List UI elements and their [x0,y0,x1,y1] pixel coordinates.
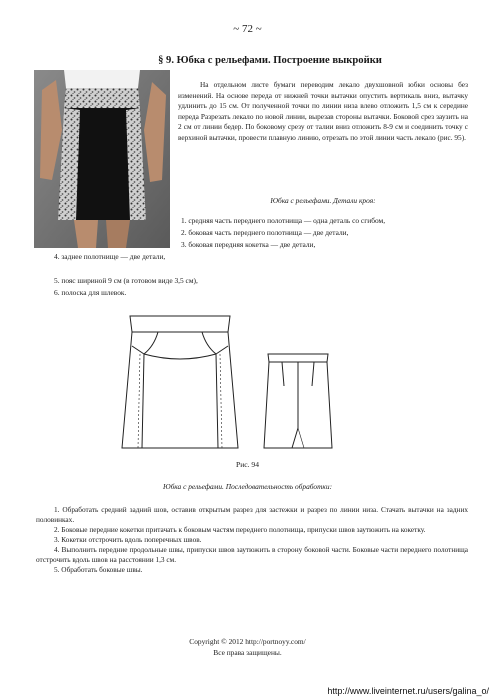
detail-item: 4. заднее полотнище — две детали, [54,252,166,261]
rights-line: Все права защищены. [213,648,282,657]
page-number: ~ 72 ~ [233,23,262,35]
section-title: § 9. Юбка с рельефами. Построение выкройки [158,55,382,66]
procedure-step: 4. Выполнить передние продольные швы, припуски швов заутюжить в сторону боковой части. Боковые части переднего полотнища отстрочить вдоль швов на расстоянии 1,3 см. [36,545,468,564]
detail-item: 5. пояс шириной 9 см (в готовом виде 3,5 см), [54,276,198,285]
skirt-photo [34,70,170,248]
skirt-front-sketch [122,316,238,448]
figure-94-drawing [100,306,400,456]
procedure-step: 3. Кокетки отстрочить вдоль поперечных швов. [54,535,202,544]
copyright-line[interactable]: Copyright © 2012 http://portnoyy.com/ [189,637,306,646]
watermark-url: http://www.liveinternet.ru/users/galina_o/ [327,686,489,696]
procedure-steps [36,505,468,575]
intro-paragraph: На отдельном листе бумаги переводим лекало двухшовной юбки основы без изменений. На основе переда от нижней точки вытачки опустить вертикаль вниз, вытачку удлинить до 15 см. От полученной точки по линии низа влево отложить 1,5 см к середине переда Разрезать лекало по новой линии, вырезав стороны вытачки. Боковой срез заузить на 2 см от линии бедер. По боковому срезу от талии вниз отложить 8-9 см и соединить точку с верхиной вытачки, провести плавную линию, отрезать по этой линии часть лекало (рис. 95). [178,80,468,142]
procedure-step: 5. Обработать боковые швы. [54,565,143,574]
skirt-back-sketch [264,354,332,448]
details-heading: Юбка с рельефами. Детали кроя: [270,196,376,205]
detail-item: 2. боковая часть переднего полотнища — две детали, [181,228,349,237]
figure-caption: Рис. 94 [235,460,260,469]
procedure-heading: Юбка с рельефами. Последовательность обработки: [162,482,333,491]
detail-item: 3. боковая передняя кокетка — две детали, [181,240,316,249]
detail-item: 1. средняя часть переднего полотнища — одна деталь со сгибом, [181,216,386,225]
procedure-step: 1. Обработать средний задний шов, оставив открытым разрез для застежки и разрез по линии низа. Стачать вытачки на задних половинках. [36,505,468,524]
procedure-step: 2. Боковые передние кокетки притачать к боковым частям переднего полотнища, припуски швов заутюжить на кокетку. [54,525,426,534]
detail-item: 6. полоска для шлевок. [54,288,127,297]
copyright-block [0,636,495,658]
